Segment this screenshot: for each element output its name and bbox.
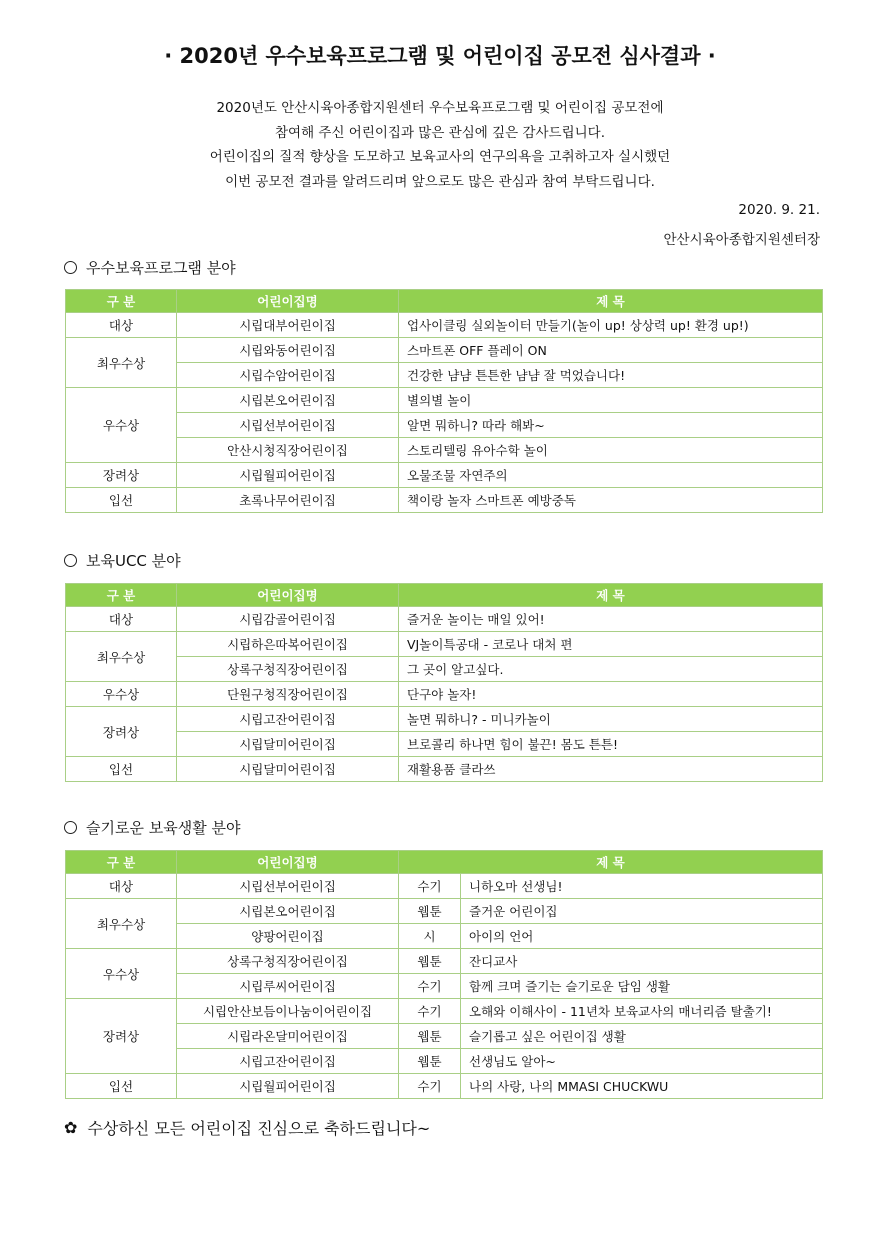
- entry-title-cell: 오해와 이해사이 - 11년차 보육교사의 매너리즘 탈출기!: [461, 999, 823, 1024]
- section-label: 우수보육프로그램 분야: [86, 259, 236, 277]
- header-title: 제 목: [399, 290, 823, 313]
- daycare-name-cell: 시립선부어린이집: [177, 874, 399, 899]
- entry-title-cell: 슬기롭고 싶은 어린이집 생활: [461, 1024, 823, 1049]
- entry-title-cell: 나의 사랑, 나의 MMASI CHUCKWU: [461, 1074, 823, 1099]
- daycare-name-cell: 시립월피어린이집: [177, 463, 399, 488]
- intro-line: 2020년도 안산시육아종합지원센터 우수보육프로그램 및 어린이집 공모전에: [216, 100, 664, 116]
- daycare-name-cell: 단원구청직장어린이집: [177, 682, 399, 707]
- daycare-name-cell: 시립고잔어린이집: [177, 707, 399, 732]
- table-row: [66, 682, 823, 707]
- daycare-name-cell: 양팡어린이집: [177, 924, 399, 949]
- table-row: [66, 657, 823, 682]
- entry-title-cell: 책이랑 놀자 스마트폰 예방중독: [399, 488, 823, 513]
- table-row: [66, 949, 823, 974]
- award-cell: 최우수상: [66, 632, 177, 682]
- award-cell: 대상: [66, 874, 177, 899]
- entry-title-cell: 별의별 놀이: [399, 388, 823, 413]
- daycare-name-cell: 시립루씨어린이집: [177, 974, 399, 999]
- daycare-name-cell: 시립수암어린이집: [177, 363, 399, 388]
- table-row: [66, 632, 823, 657]
- table-row: [66, 757, 823, 782]
- award-cell: 최우수상: [66, 899, 177, 949]
- section-heading-program: [64, 257, 236, 278]
- daycare-name-cell: 시립선부어린이집: [177, 413, 399, 438]
- section-label: 슬기로운 보육생활 분야: [86, 819, 241, 837]
- table-row: [66, 732, 823, 757]
- header-name: 어린이집명: [177, 584, 399, 607]
- header-gubun: 구 분: [66, 290, 177, 313]
- entry-type-cell: 웹툰: [399, 1024, 461, 1049]
- table-row: [66, 707, 823, 732]
- entry-title-cell: 놀면 뭐하니? - 미니카놀이: [399, 707, 823, 732]
- award-cell: 입선: [66, 1074, 177, 1099]
- table-header-row: [66, 584, 823, 607]
- entry-title-cell: 업사이클링 실외놀이터 만들기(놀이 up! 상상력 up! 환경 up!): [399, 313, 823, 338]
- entry-title-cell: 재활용품 클라쓰: [399, 757, 823, 782]
- header-gubun: 구 분: [66, 851, 177, 874]
- award-cell: 입선: [66, 488, 177, 513]
- table-row: [66, 438, 823, 463]
- entry-title-cell: 즐거운 놀이는 매일 있어!: [399, 607, 823, 632]
- entry-title-cell: 알면 뭐하니? 따라 해봐~: [399, 413, 823, 438]
- daycare-name-cell: 안산시청직장어린이집: [177, 438, 399, 463]
- results-table-daily-care: [65, 850, 823, 1099]
- table-row: [66, 413, 823, 438]
- entry-type-cell: 수기: [399, 1074, 461, 1099]
- daycare-name-cell: 상록구청직장어린이집: [177, 657, 399, 682]
- header-title: 제 목: [399, 584, 823, 607]
- header-title: 제 목: [399, 851, 823, 874]
- header-name: 어린이집명: [177, 290, 399, 313]
- daycare-name-cell: 시립달미어린이집: [177, 732, 399, 757]
- daycare-name-cell: 시립감골어린이집: [177, 607, 399, 632]
- page-title: · 2020년 우수보육프로그램 및 어린이집 공모전 심사결과 ·: [164, 44, 716, 68]
- table-row: [66, 1024, 823, 1049]
- table-row: [66, 1074, 823, 1099]
- daycare-name-cell: 시립월피어린이집: [177, 1074, 399, 1099]
- section-label: 보육UCC 분야: [86, 552, 181, 570]
- results-table-ucc: [65, 583, 823, 782]
- daycare-name-cell: 시립고잔어린이집: [177, 1049, 399, 1074]
- table-row: [66, 974, 823, 999]
- award-cell: 우수상: [66, 682, 177, 707]
- intro-text: [0, 96, 880, 194]
- award-cell: 대상: [66, 607, 177, 632]
- table-row: [66, 313, 823, 338]
- award-cell: 장려상: [66, 707, 177, 757]
- intro-line: 참여해 주신 어린이집과 많은 관심에 깊은 감사드립니다.: [275, 124, 605, 141]
- award-cell: 최우수상: [66, 338, 177, 388]
- table-row: [66, 924, 823, 949]
- table-row: [66, 899, 823, 924]
- daycare-name-cell: 시립와동어린이집: [177, 338, 399, 363]
- award-cell: 우수상: [66, 949, 177, 999]
- header-gubun: 구 분: [66, 584, 177, 607]
- entry-type-cell: 시: [399, 924, 461, 949]
- entry-type-cell: 수기: [399, 874, 461, 899]
- award-cell: 장려상: [66, 999, 177, 1074]
- award-cell: 장려상: [66, 463, 177, 488]
- organization: 안산시육아종합지원센터장: [663, 232, 820, 248]
- daycare-name-cell: 시립라온달미어린이집: [177, 1024, 399, 1049]
- entry-title-cell: 건강한 냠냠 튼튼한 냠냠 잘 먹었습니다!: [399, 363, 823, 388]
- entry-type-cell: 웹툰: [399, 949, 461, 974]
- intro-line: 이번 공모전 결과를 알려드리며 앞으로도 많은 관심과 참여 부탁드립니다.: [225, 173, 655, 190]
- flower-icon: ✿: [64, 1118, 78, 1137]
- header-name: 어린이집명: [177, 851, 399, 874]
- award-cell: 대상: [66, 313, 177, 338]
- daycare-name-cell: 시립본오어린이집: [177, 388, 399, 413]
- table-row: [66, 874, 823, 899]
- entry-type-cell: 수기: [399, 974, 461, 999]
- date: 2020. 9. 21.: [738, 202, 820, 218]
- entry-title-cell: VJ놀이특공대 - 코로나 대처 편: [399, 632, 823, 657]
- table-row: [66, 488, 823, 513]
- entry-type-cell: 수기: [399, 999, 461, 1024]
- table-row: [66, 363, 823, 388]
- entry-title-cell: 단구야 놀자!: [399, 682, 823, 707]
- daycare-name-cell: 시립달미어린이집: [177, 757, 399, 782]
- section-heading-daily-care: [64, 817, 240, 838]
- entry-title-cell: 잔디교사: [461, 949, 823, 974]
- intro-line: 어린이집의 질적 향상을 도모하고 보육교사의 연구의욕을 고취하고자 실시했던: [209, 149, 671, 165]
- award-cell: 입선: [66, 757, 177, 782]
- daycare-name-cell: 시립하은따복어린이집: [177, 632, 399, 657]
- entry-title-cell: 그 곳이 알고싶다.: [399, 657, 823, 682]
- circle-bullet-icon: [64, 261, 77, 274]
- table-header-row: [66, 290, 823, 313]
- table-row: [66, 338, 823, 363]
- entry-title-cell: 오물조물 자연주의: [399, 463, 823, 488]
- entry-title-cell: 즐거운 어린이집: [461, 899, 823, 924]
- entry-title-cell: 스토리텔링 유아수학 놀이: [399, 438, 823, 463]
- entry-title-cell: 니하오마 선생님!: [461, 874, 823, 899]
- closing-text: 수상하신 모든 어린이집 진심으로 축하드립니다~: [87, 1119, 431, 1138]
- table-row: [66, 607, 823, 632]
- section-heading-ucc: [64, 550, 181, 571]
- daycare-name-cell: 초록나무어린이집: [177, 488, 399, 513]
- entry-title-cell: 아이의 언어: [461, 924, 823, 949]
- table-row: [66, 1049, 823, 1074]
- award-cell: 우수상: [66, 388, 177, 463]
- results-table-program: [65, 289, 823, 513]
- circle-bullet-icon: [64, 554, 77, 567]
- circle-bullet-icon: [64, 821, 77, 834]
- daycare-name-cell: 시립본오어린이집: [177, 899, 399, 924]
- entry-title-cell: 스마트폰 OFF 플레이 ON: [399, 338, 823, 363]
- daycare-name-cell: 시립안산보듬이나눔이어린이집: [177, 999, 399, 1024]
- table-row: [66, 463, 823, 488]
- entry-title-cell: 함께 크며 즐기는 슬기로운 담임 생활: [461, 974, 823, 999]
- daycare-name-cell: 상록구청직장어린이집: [177, 949, 399, 974]
- entry-type-cell: 웹툰: [399, 1049, 461, 1074]
- entry-type-cell: 웹툰: [399, 899, 461, 924]
- table-row: [66, 999, 823, 1024]
- closing-message: [64, 1116, 430, 1139]
- table-header-row: [66, 851, 823, 874]
- entry-title-cell: 브로콜리 하나면 힘이 불끈! 몸도 튼튼!: [399, 732, 823, 757]
- table-row: [66, 388, 823, 413]
- entry-title-cell: 선생님도 알아~: [461, 1049, 823, 1074]
- daycare-name-cell: 시립대부어린이집: [177, 313, 399, 338]
